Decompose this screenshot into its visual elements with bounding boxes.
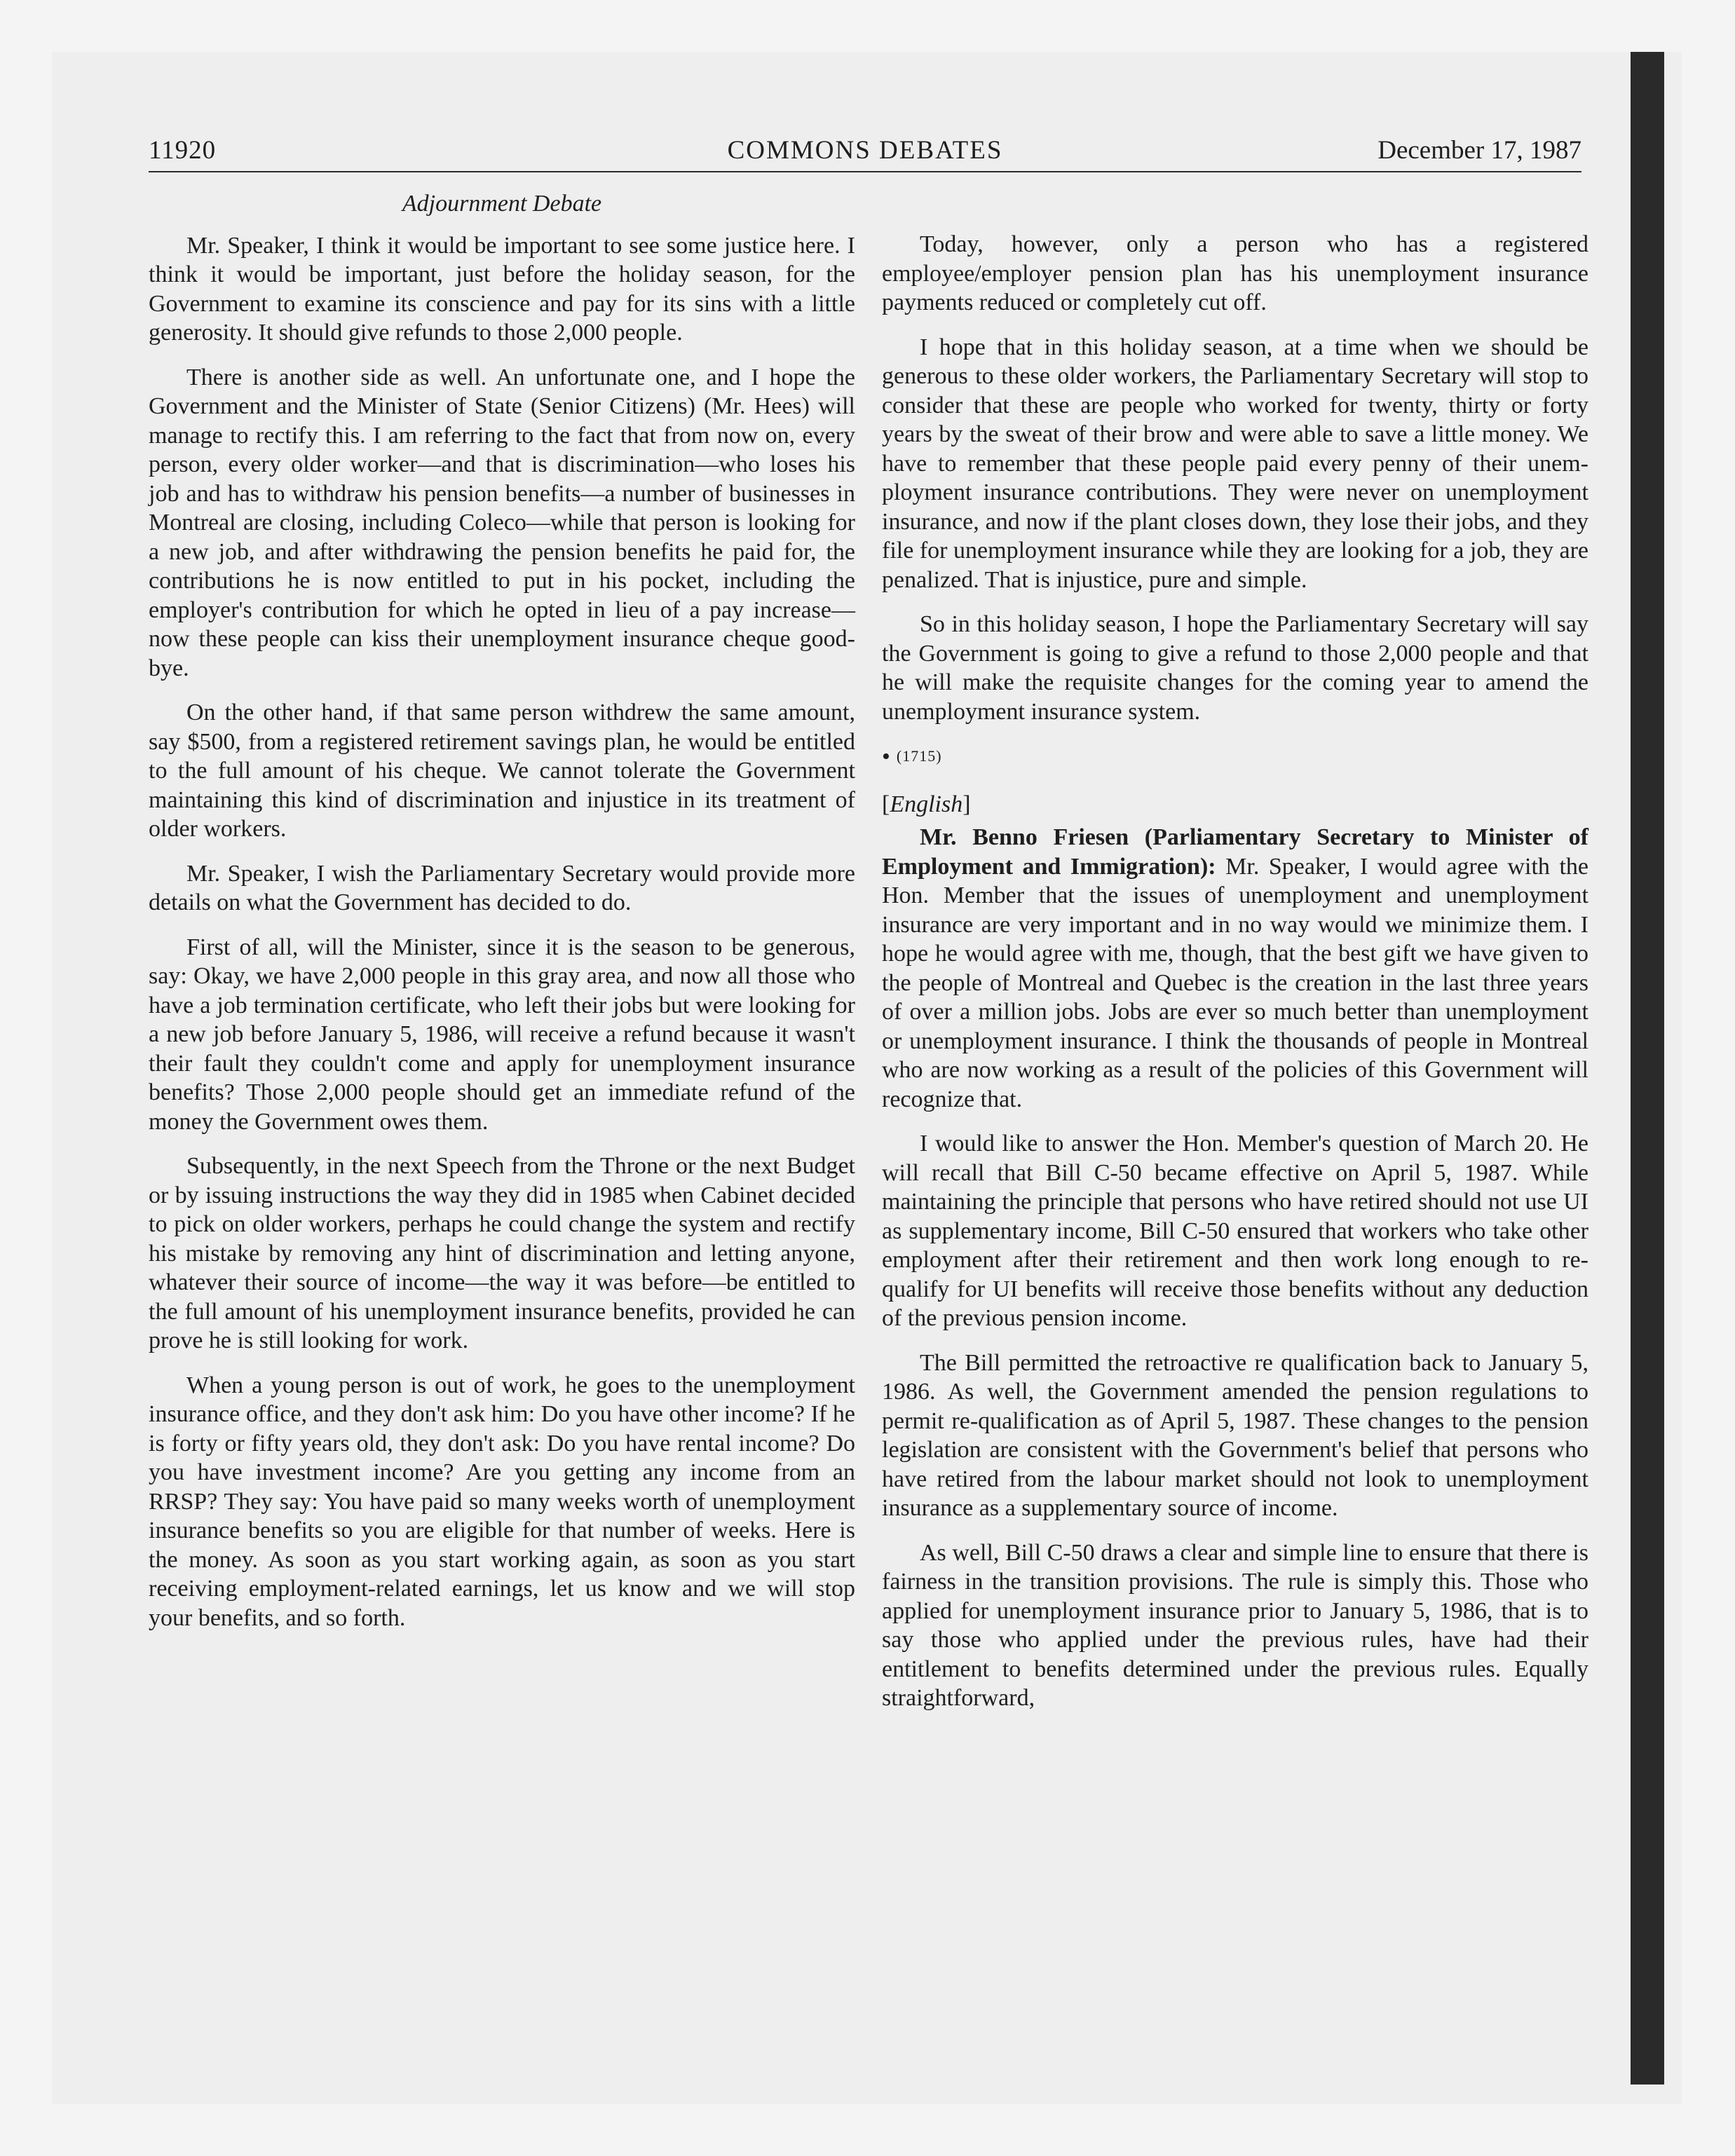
time-stamp: (1715): [896, 747, 942, 765]
paragraph: Subsequently, in the next Speech from the Throne or the next Budget or by issuing instructions the way they did in 1985 when Cabinet decided to pick on older workers, perhaps he could change the system and rectify his mistake by removing any hint of discrimination and letting anyone, whatever their source of income—the way it was before—be entitled to the full amount of his unemployment insurance benefits, provided he can prove he is still looking for work.: [149, 1153, 855, 1353]
right-column: [882, 230, 1588, 1728]
speaker-paragraph: [882, 823, 1588, 1114]
left-column: [149, 181, 855, 1648]
paragraph: First of all, will the Minister, since it is the season to be generous, say: Okay, we have 2,000 people in this gray area, and now all those who have a job termination certificate, who left their jobs but were looking for a new job before January 5, 1986, will receive a refund because it wasn't their fault they couldn't come and apply for unemployment insurance benefits? Those 2,000 people should get an immediate refund of the money the Government owes them.: [149, 934, 855, 1135]
issue-date: December 17, 1987: [1377, 136, 1581, 165]
paragraph: Mr. Speaker, I think it would be important to see some justice here. I think it would be important, just before the holiday season, for the Government to examine its conscience and pay for its sins with a little generosity. It should give refunds to those 2,000 people.: [149, 232, 855, 346]
paragraph: So in this holiday season, I hope the Parliamentary Secretary will say the Government is going to give a refund to those 2,000 people and that he will make the requisite changes for the coming year to amend the unemployment insurance system.: [882, 611, 1588, 725]
time-marker: [882, 742, 1588, 772]
paragraph: When a young person is out of work, he goes to the unemployment insurance office, and they don't ask him: Do you have other income? If he is forty or fifty years old, they don't ask: Do you have rental income? Do you have investment income? Are you getting any income from an RRSP? They say: You have paid so many weeks worth of unemployment insurance benefits so you are eligible for that number of weeks. Here is the money. As soon as you start working again, as soon as you start receiving employment-related earnings, let us know and we will stop your benefits, and so forth.: [149, 1372, 855, 1631]
paragraph: Mr. Speaker, I wish the Parliamentary Secretary would provide more details on what the Government has decided to do.: [149, 860, 855, 915]
running-header: [149, 132, 1581, 172]
language-label: English: [890, 791, 963, 817]
paragraph: I hope that in this holiday season, at a time when we should be generous to these older workers, the Parliamentary Secretary will stop to consider that these are people who worked for twenty, thirty or forty years by the sweat of their brow and were able to save a little money. We have to remember that these people paid every penny of their unemployment insurance contributions. They were never on unemployment insurance, and now if the plant closes down, they lose their jobs, and they file for unemployment insurance while they are looking for a job, they are penalized. That is injustice, pure and simple.: [882, 334, 1588, 593]
paragraph: The Bill permitted the retroactive re qualification back to January 5, 1986. As well, the Government amended the pension regulations to permit re-qualification as of April 5, 1987. These changes to the pension legislation are consistent with the Government's belief that persons who have retired from the labour market should not look to unemployment insurance as a supplementary source of income.: [882, 1349, 1588, 1521]
speaker-text: Mr. Speaker, I would agree with the Hon. Member that the issues of unemployment and unemployment insurance are very important and in no way would we minimize them. I hope he would agree with me, though, that the best gift we have given to the people of Montreal and Quebec is the creation in the last three years of over a million jobs. Jobs are ever so much better than unemployment or unemployment insurance. I think the thousands of people in Montreal who are now working as a result of the policies of this Government will recognize that.: [882, 853, 1588, 1112]
paragraph: On the other hand, if that same person withdrew the same amount, say $500, from a registered retirement savings plan, he would be entitled to the full amount of his cheque. We cannot tolerate the Government maintaining this kind of discrimination and injustice in its treatment of older workers.: [149, 700, 855, 842]
section-title: Adjournment Debate: [402, 191, 602, 217]
paragraph: There is another side as well. An unfortunate one, and I hope the Government and the Minister of State (Senior Citizens) (Mr. Hees) will manage to rectify this. I am referring to the fact that from now on, every person, every older worker—and that is discrimination—who loses his job and has to withdraw his pension benefits—a number of businesses in Montreal are closing, including Coleco—while that person is looking for a new job, and after withdrawing the pension benefits he paid for, the contributions he is now entitled to put in his pocket, including the employer's contribution for which he opted in lieu of a pay increase—now these people can kiss their unemployment insurance cheque goodbye.: [149, 364, 855, 681]
paragraph: I would like to answer the Hon. Member's question of March 20. He will recall that Bill C-50 became effective on April 5, 1987. While maintaining the principle that persons who have retired should not use UI as supplementary income, Bill C-50 ensured that workers who take other employment after their retirement and then work long enough to re-qualify for UI benefits will receive those benefits without any deduction of the previous pension income.: [882, 1131, 1588, 1331]
bullet-icon: •: [882, 744, 891, 770]
speaker-name: Mr. Benno Friesen (Parliamentary Secretary to Minister of Employment and Immigration):: [882, 824, 1588, 880]
paragraph: Today, however, only a person who has a registered employee/employer pension plan has his unemployment insurance payments reduced or completely cut off.: [882, 231, 1588, 315]
page-number: 11920: [149, 136, 217, 165]
paragraph: As well, Bill C-50 draws a clear and simple line to ensure that there is fairness in the transition provisions. The rule is simply this. Those who applied for unemployment insurance prior to January 5, 1986, that is to say those who applied under the previous rules, have had their entitlement to benefits determined under the previous rules. Equally straightforward,: [882, 1539, 1588, 1711]
language-marker: [English]: [882, 791, 971, 817]
scan-binding-edge: [1631, 52, 1664, 2085]
publication-title: COMMONS DEBATES: [727, 136, 1003, 165]
